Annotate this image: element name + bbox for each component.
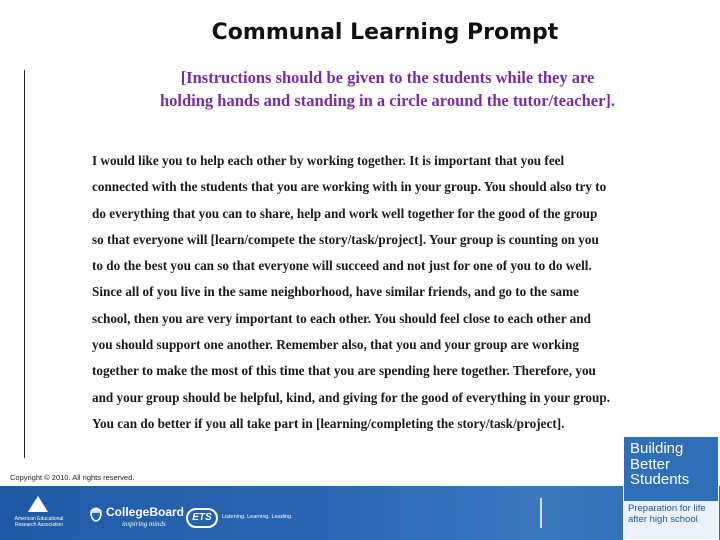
prompt-body <box>92 152 652 441</box>
body-line: do everything that you can to share, help and work well together for the good of the group <box>92 205 598 221</box>
body-line: I would like you to help each other by working together. It is important that you feel <box>92 153 565 168</box>
bbs-subtitle-line: after high school <box>628 514 698 525</box>
ets-logo <box>186 508 218 528</box>
instructions-line-2: holding hands and standing in a circle around the tutor/teacher]. <box>159 91 616 110</box>
body-line: you should support one another. Remember also, that you and your group are working <box>92 337 579 353</box>
bbs-title-line: Students <box>630 471 690 488</box>
body-line: to do the best you can so that everyone will succeed and not just for one of you to do well. <box>92 258 592 274</box>
body-line: together to make the most of this time that you are spending here together. Therefore, you <box>92 363 596 379</box>
instructions-line-1: [Instructions should be given to the students while they are <box>180 68 595 87</box>
body-line: so that everyone will [learn/compete the story/task/project]. Your group is counting on you <box>92 231 599 247</box>
aera-name-line-1: American Educational <box>14 516 64 522</box>
aera-name <box>8 516 70 528</box>
building-better-students-logo <box>623 436 719 540</box>
bbs-title <box>630 441 716 488</box>
body-line: connected with the students that you are working with in your group. You should also try to <box>92 179 607 195</box>
triangle-icon <box>28 496 48 512</box>
collegeboard-tagline: inspiring minds <box>122 520 166 528</box>
left-margin-rule <box>24 70 25 458</box>
body-line: and your group should be helpful, kind, and giving for the good of everything in your group. <box>92 389 610 405</box>
aera-logo <box>8 496 70 536</box>
copyright-text: Copyright © 2010. All rights reserved. <box>10 473 135 482</box>
acorn-icon <box>88 504 104 522</box>
ets-tagline: Listening. Learning. Leading. <box>222 514 293 520</box>
bbs-subtitle-line: Preparation for life <box>628 503 706 514</box>
collegeboard-logo <box>88 502 185 532</box>
aera-name-line-2: Research Association <box>14 522 64 528</box>
body-line: You can do better if you all take part in [learning/completing the story/task/project]. <box>92 415 565 431</box>
bbs-title-line: Building <box>630 440 684 457</box>
bbs-title-line: Better <box>630 455 671 473</box>
instructions-block <box>100 66 675 112</box>
bbs-subtitle <box>628 503 716 525</box>
ets-name: ETS <box>186 508 218 528</box>
body-line: Since all of you live in the same neighborhood, have similar friends, and go to the same <box>92 284 579 300</box>
collegeboard-name: CollegeBoard <box>106 505 185 519</box>
footer-divider <box>540 498 542 528</box>
page-title: Communal Learning Prompt <box>211 20 559 45</box>
body-line: school, then you are very important to each other. You should feel close to each other and <box>92 310 591 326</box>
